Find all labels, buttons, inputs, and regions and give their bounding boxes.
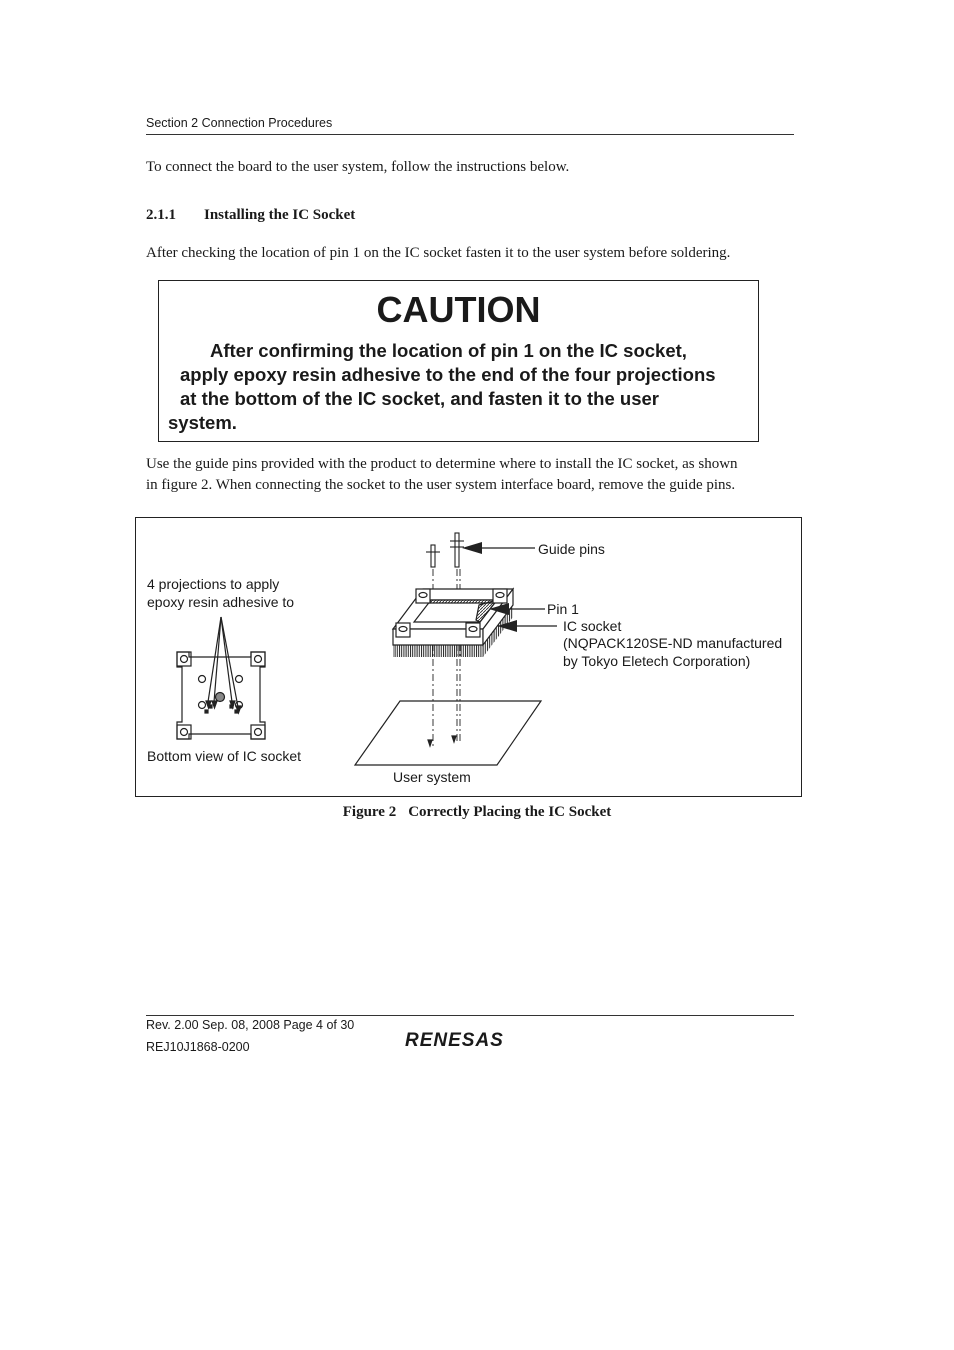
- paragraph-line: Use the guide pins provided with the product to determine where to install the IC socket, as shown: [146, 456, 738, 472]
- renesas-logo: RENESAS: [405, 1030, 504, 1051]
- header-rule: [146, 134, 794, 135]
- guide-pins-icon: [426, 533, 464, 567]
- section-title: Installing the IC Socket: [204, 207, 356, 223]
- caption-title: Correctly Placing the IC Socket: [408, 804, 612, 820]
- label-ic-socket-detail-1: (NQPACK120SE-ND manufactured: [563, 635, 783, 651]
- footer-revision: Rev. 2.00 Sep. 08, 2008 Page 4 of 30: [146, 1018, 355, 1032]
- label-ic-socket: IC socket: [563, 618, 622, 634]
- bottom-view-icon: [177, 652, 265, 739]
- footer-doc-number: REJ10J1868-0200: [146, 1040, 250, 1054]
- ic-socket-icon: [393, 589, 513, 657]
- paragraph-guide-pins: [146, 454, 796, 496]
- caption-number: Figure 2: [342, 804, 397, 820]
- caution-line: apply epoxy resin adhesive to the end of the four projections: [180, 364, 716, 385]
- paragraph-line: in figure 2. When connecting the socket to the user system interface board, remove the guide pins.: [146, 477, 736, 493]
- intro-paragraph: To connect the board to the user system, follow the instructions below.: [146, 159, 570, 175]
- label-user-system: User system: [393, 769, 471, 785]
- user-system-board: [355, 701, 541, 765]
- guide-pins-arrow: [462, 542, 535, 554]
- caution-line: at the bottom of the IC socket, and fasten it to the user: [180, 388, 659, 409]
- paragraph-pin1: After checking the location of pin 1 on the IC socket fasten it to the user system before soldering.: [146, 245, 731, 261]
- caution-body: [168, 339, 753, 435]
- caution-line: system.: [168, 412, 237, 433]
- caution-title: CAUTION: [376, 289, 541, 330]
- footer-rule: [146, 1015, 794, 1016]
- figure-caption: [0, 804, 954, 821]
- running-header: Section 2 Connection Procedures: [146, 116, 333, 130]
- caution-line: After confirming the location of pin 1 on the IC socket,: [210, 340, 687, 361]
- label-ic-socket-detail-2: by Tokyo Eletech Corporation): [563, 653, 751, 669]
- section-heading: [146, 207, 355, 224]
- label-pin1: Pin 1: [547, 601, 579, 617]
- label-bottom-view: Bottom view of IC socket: [147, 748, 302, 764]
- label-projections-1: 4 projections to apply: [147, 576, 280, 592]
- section-number: 2.1.1: [146, 207, 176, 223]
- label-projections-2: epoxy resin adhesive to: [147, 594, 295, 610]
- label-guide-pins: Guide pins: [538, 541, 605, 557]
